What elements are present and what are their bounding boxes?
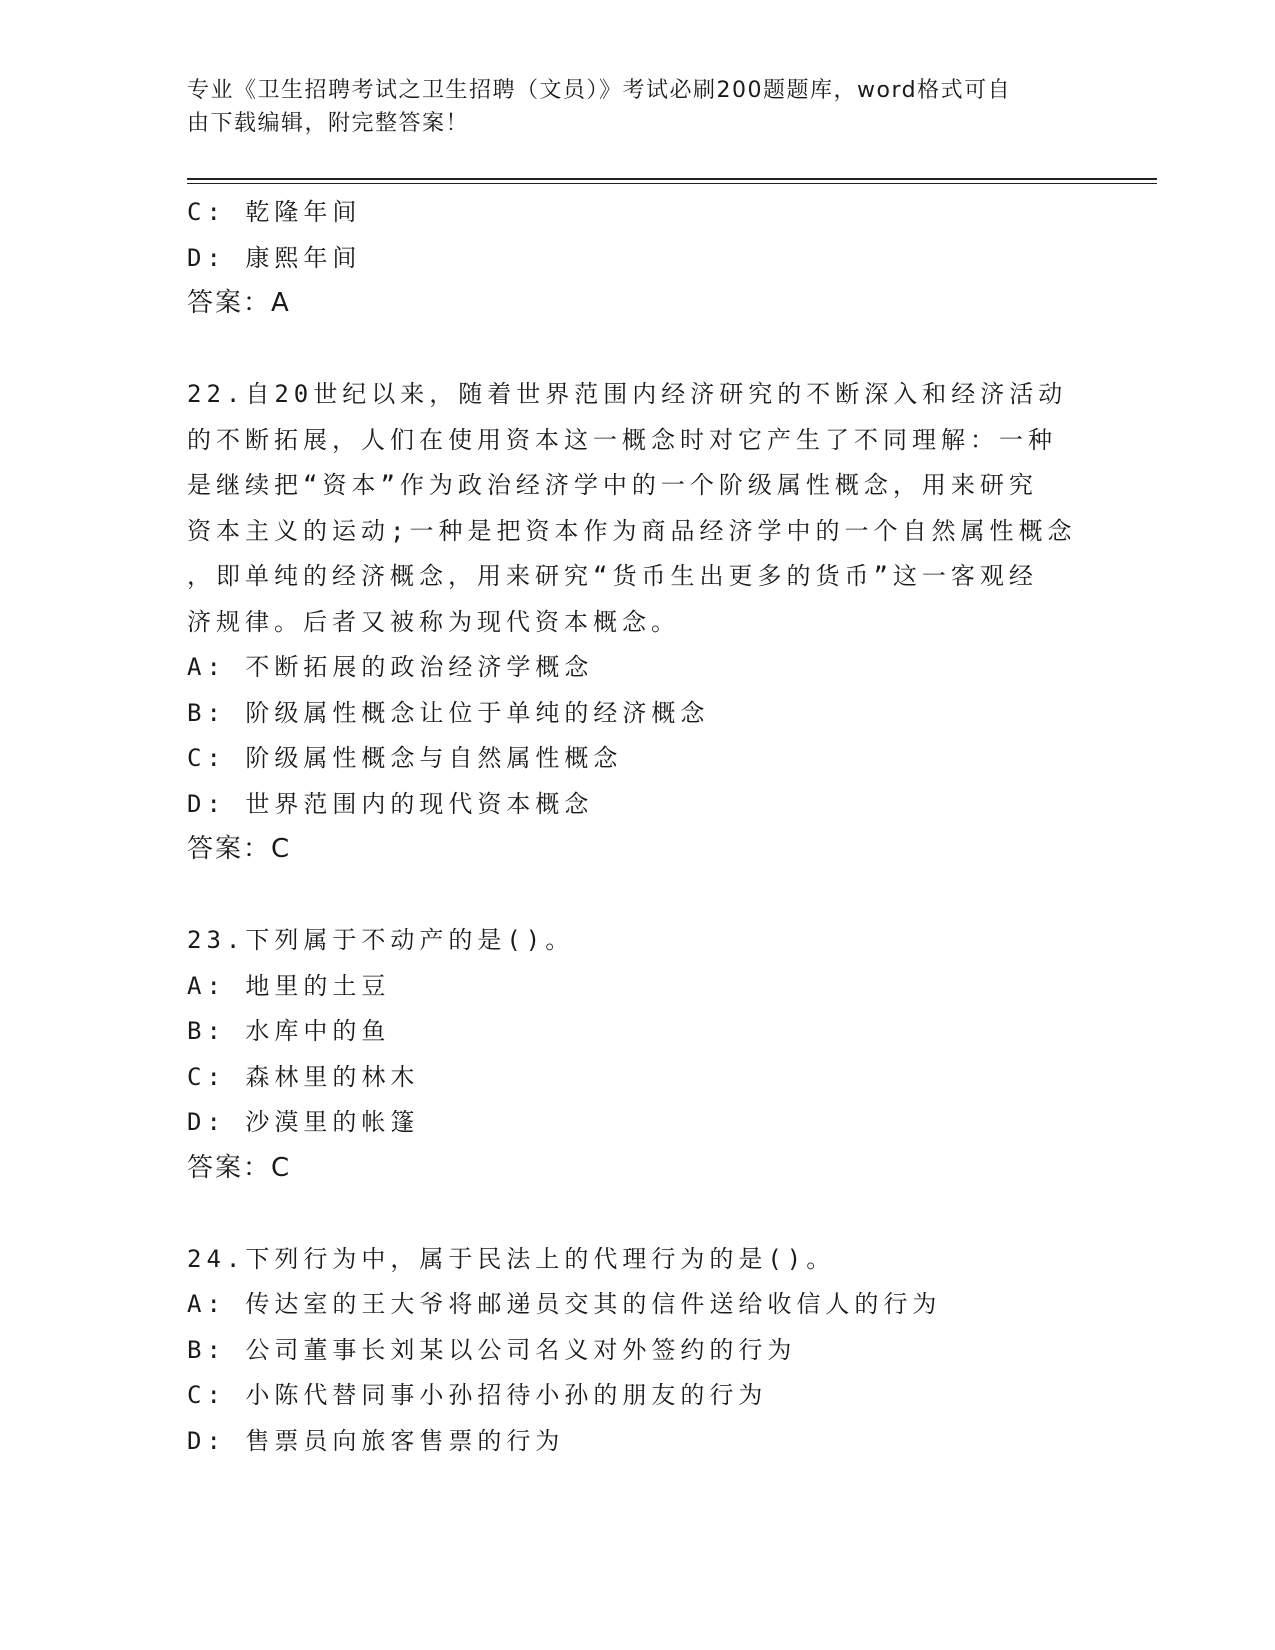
option-a: A: 不断拓展的政治经济学概念 [187,653,594,681]
header-divider [187,178,1157,184]
question-24 [187,1237,1067,1465]
header-line-1: 专业《卫生招聘考试之卫生招聘（文员）》考试必刷200题题库，word格式可自 [187,78,1012,103]
question-text-line: 资本主义的运动;一种是把资本作为商品经济学中的一个自然属性概念 [187,516,1077,545]
question-22 [187,372,1077,873]
answer: 答案：C [187,834,292,864]
document-header [187,74,1067,140]
question-text-line: 是继续把“资本”作为政治经济学中的一个阶级属性概念，用来研究 [187,471,1038,499]
header-line-2: 由下载编辑，附完整答案！ [187,111,470,136]
question-text-line: 济规律。后者又被称为现代资本概念。 [187,607,680,636]
option-b: B: 阶级属性概念让位于单纯的经济概念 [187,698,710,727]
option-d: D: 康熙年间 [187,243,362,272]
question-23 [187,918,1067,1191]
option-c: C: 森林里的林木 [187,1062,420,1091]
option-d: D: 沙漠里的帐篷 [187,1108,420,1136]
option-c: C: 小陈代替同事小孙招待小孙的朋友的行为 [187,1381,768,1409]
option-a: A: 地里的土豆 [187,971,391,1000]
answer: 答案：C [187,1152,292,1183]
question-21-tail [187,190,1067,327]
option-d: D: 售票员向旅客售票的行为 [187,1426,565,1455]
option-d: D: 世界范围内的现代资本概念 [187,789,594,818]
option-b: B: 水库中的鱼 [187,1017,391,1045]
spacer [187,1191,1067,1237]
question-text: 24.下列行为中，属于民法上的代理行为的是()。 [187,1244,836,1273]
option-a: A: 传达室的王大爷将邮递员交其的信件送给收信人的行为 [187,1290,942,1318]
option-b: B: 公司董事长刘某以公司名义对外签约的行为 [187,1335,797,1364]
answer: 答案：A [187,288,291,318]
question-text: 23.下列属于不动产的是()。 [187,926,575,954]
question-text-line: 22.自20世纪以来，随着世界范围内经济研究的不断深入和经济活动 [187,380,1068,408]
spacer [187,873,1067,919]
question-text-line: ，即单纯的经济概念，用来研究“货币生出更多的货币”这一客观经 [187,562,1038,590]
question-list [187,190,1077,1464]
option-c: C: 乾隆年间 [187,198,362,226]
question-text-line: 的不断拓展，人们在使用资本这一概念时对它产生了不同理解：一种 [187,425,1057,454]
option-c: C: 阶级属性概念与自然属性概念 [187,744,623,772]
spacer [187,327,1067,373]
